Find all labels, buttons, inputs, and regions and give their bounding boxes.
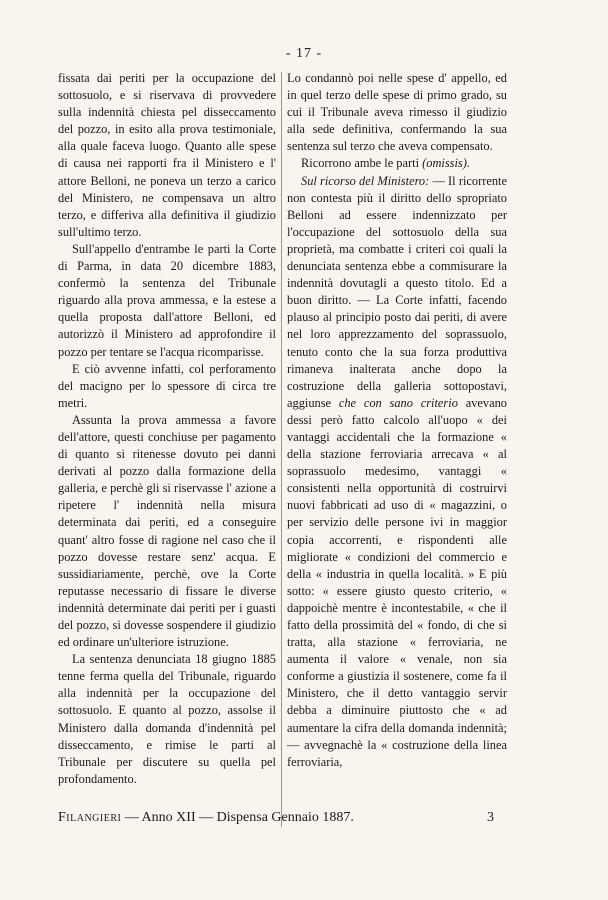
issue-info: — Anno XII — Dispensa Gennaio 1887. — [121, 810, 354, 825]
paragraph: Assunta la prova ammessa a favore dell'attore, questi conchiuse per pagamento di quanto si ritenesse dovuto pei danni derivati al pozzo dalla formazione della galleria, e perchè gli si riservasse l' azione a ripetere l' indennità nella misura determinata dai periti, ed a conseguire quant' altro fosse di ragione nel caso che il pozzo dovesse restare senz' acqua. E sussidiariamente, perchè, ove la Corte reputasse necessario di fissare le diverse indennità determinate dai periti per i guasti del pozzo, si dovesse sospendere il giudizio ed ordinare un'ulteriore istruzione. — [58, 412, 276, 650]
left-column — [58, 70, 276, 788]
paragraph: Lo condannò poi nelle spese d' appello, ed in quel terzo delle spese di primo grado, su cui il Tribunale aveva rimesso il giudizio alla sede definitiva, confermando la sua sentenza sul terzo che aveva compensato. — [287, 71, 507, 154]
paragraph: La sentenza denunciata 18 giugno 1885 tenne ferma quella del Tribunale, riguardo alla indennità per la occupazione del sottosuolo. E quanto al pozzo, assolse il Ministero dalla domanda d'indennità pel disseccamento, e rimise le parti al Tribunale per discutere su quella pel profondamento. — [58, 652, 276, 786]
right-column — [287, 70, 507, 771]
signature-mark: 3 — [487, 810, 494, 825]
section-heading: Sul ricorso del Ministero: — [301, 173, 430, 188]
paragraph: Sull'appello d'entrambe le parti la Corte di Parma, in data 20 dicembre 1883, confermò la sentenza del Tribunale riguardo alla prova ammessa, e la estese a quella proposta dall'attore Belloni, ed autorizzò il Ministero ad approfondire il pozzo per tentare se l'acqua ricomparisse. — [58, 241, 276, 359]
paragraph: fissata dai periti per la occupazione del sottosuolo, e si riservava di provvedere sulla indennità chiesta pel disseccamento del pozzo, in esito alla prova testimoniale, alla quale faceva luogo. Quanto alle spese di causa nei rapporti fra il Ministero e l' attore Belloni, ne poneva un terzo a carico del Ministero, ne compensava un altro terzo, e differiva alla definitiva il giudizio sull'ultimo terzo. — [58, 71, 276, 239]
journal-name: Filangieri — [58, 810, 122, 825]
paragraph-text: avevano dessi però fatto calcolo all'uopo « dei vantaggi accidentali che la formazione « della stazione ferroviaria arrecava « al soprassuolo medesimo, vantaggi « consistenti nella opportunità di costruirvi nuovi fabbricati ad uso di « magazzini, o per servizio delle persone ivi in maggior copia accorrenti, e rispondenti alle migliorate « condizioni del commercio e della « industria in quella località. » E più sotto: « essere giusto questo criterio, « dappoichè mentre è incontestabile, « che il fatto della prossimità del « fondo, di che si tratta, alla stazione « ferroviaria, ne aumenta il valore « venale, non sia conforme a giustizia il sostenere, come fa il Ministero, che il detto vantaggio servir debba a diminuire piuttosto che « ad aumentare la cifra della domanda indennità; — avvegnachè la « costruzione della linea ferroviaria, — [287, 395, 507, 769]
omissis-text: (omissis). — [422, 156, 470, 171]
paragraph-text: Ricorrono ambe le parti — [301, 156, 423, 171]
italic-phrase: che con sano criterio — [338, 395, 458, 410]
paragraph-text: — Il ricorrente non contesta più il diritto dello spropriato Belloni ad essere indennizzato per l'occupazione del sottosuolo della sua proprietà, ma combatte i criteri coi quali la denunciata sentenza ebbe a commisurare la indennità dovutagli a questo titolo. Ed a buon diritto. — La Corte infatti, facendo plauso al principio posto dai periti, di avere nel loro apprezzamento del soprassuolo, tenuto conto che la sua forza produttiva rimaneva inalterata anche dopo la costruzione della galleria sottopostavi, aggiunse — [287, 173, 507, 410]
paragraph — [287, 155, 507, 172]
page-number: - 17 - — [285, 46, 323, 61]
footer — [58, 810, 508, 826]
paragraph: E ciò avvenne infatti, col perforamento del macigno per lo spessore di circa tre metri. — [58, 361, 276, 410]
column-divider — [281, 72, 282, 827]
paragraph — [287, 173, 507, 771]
